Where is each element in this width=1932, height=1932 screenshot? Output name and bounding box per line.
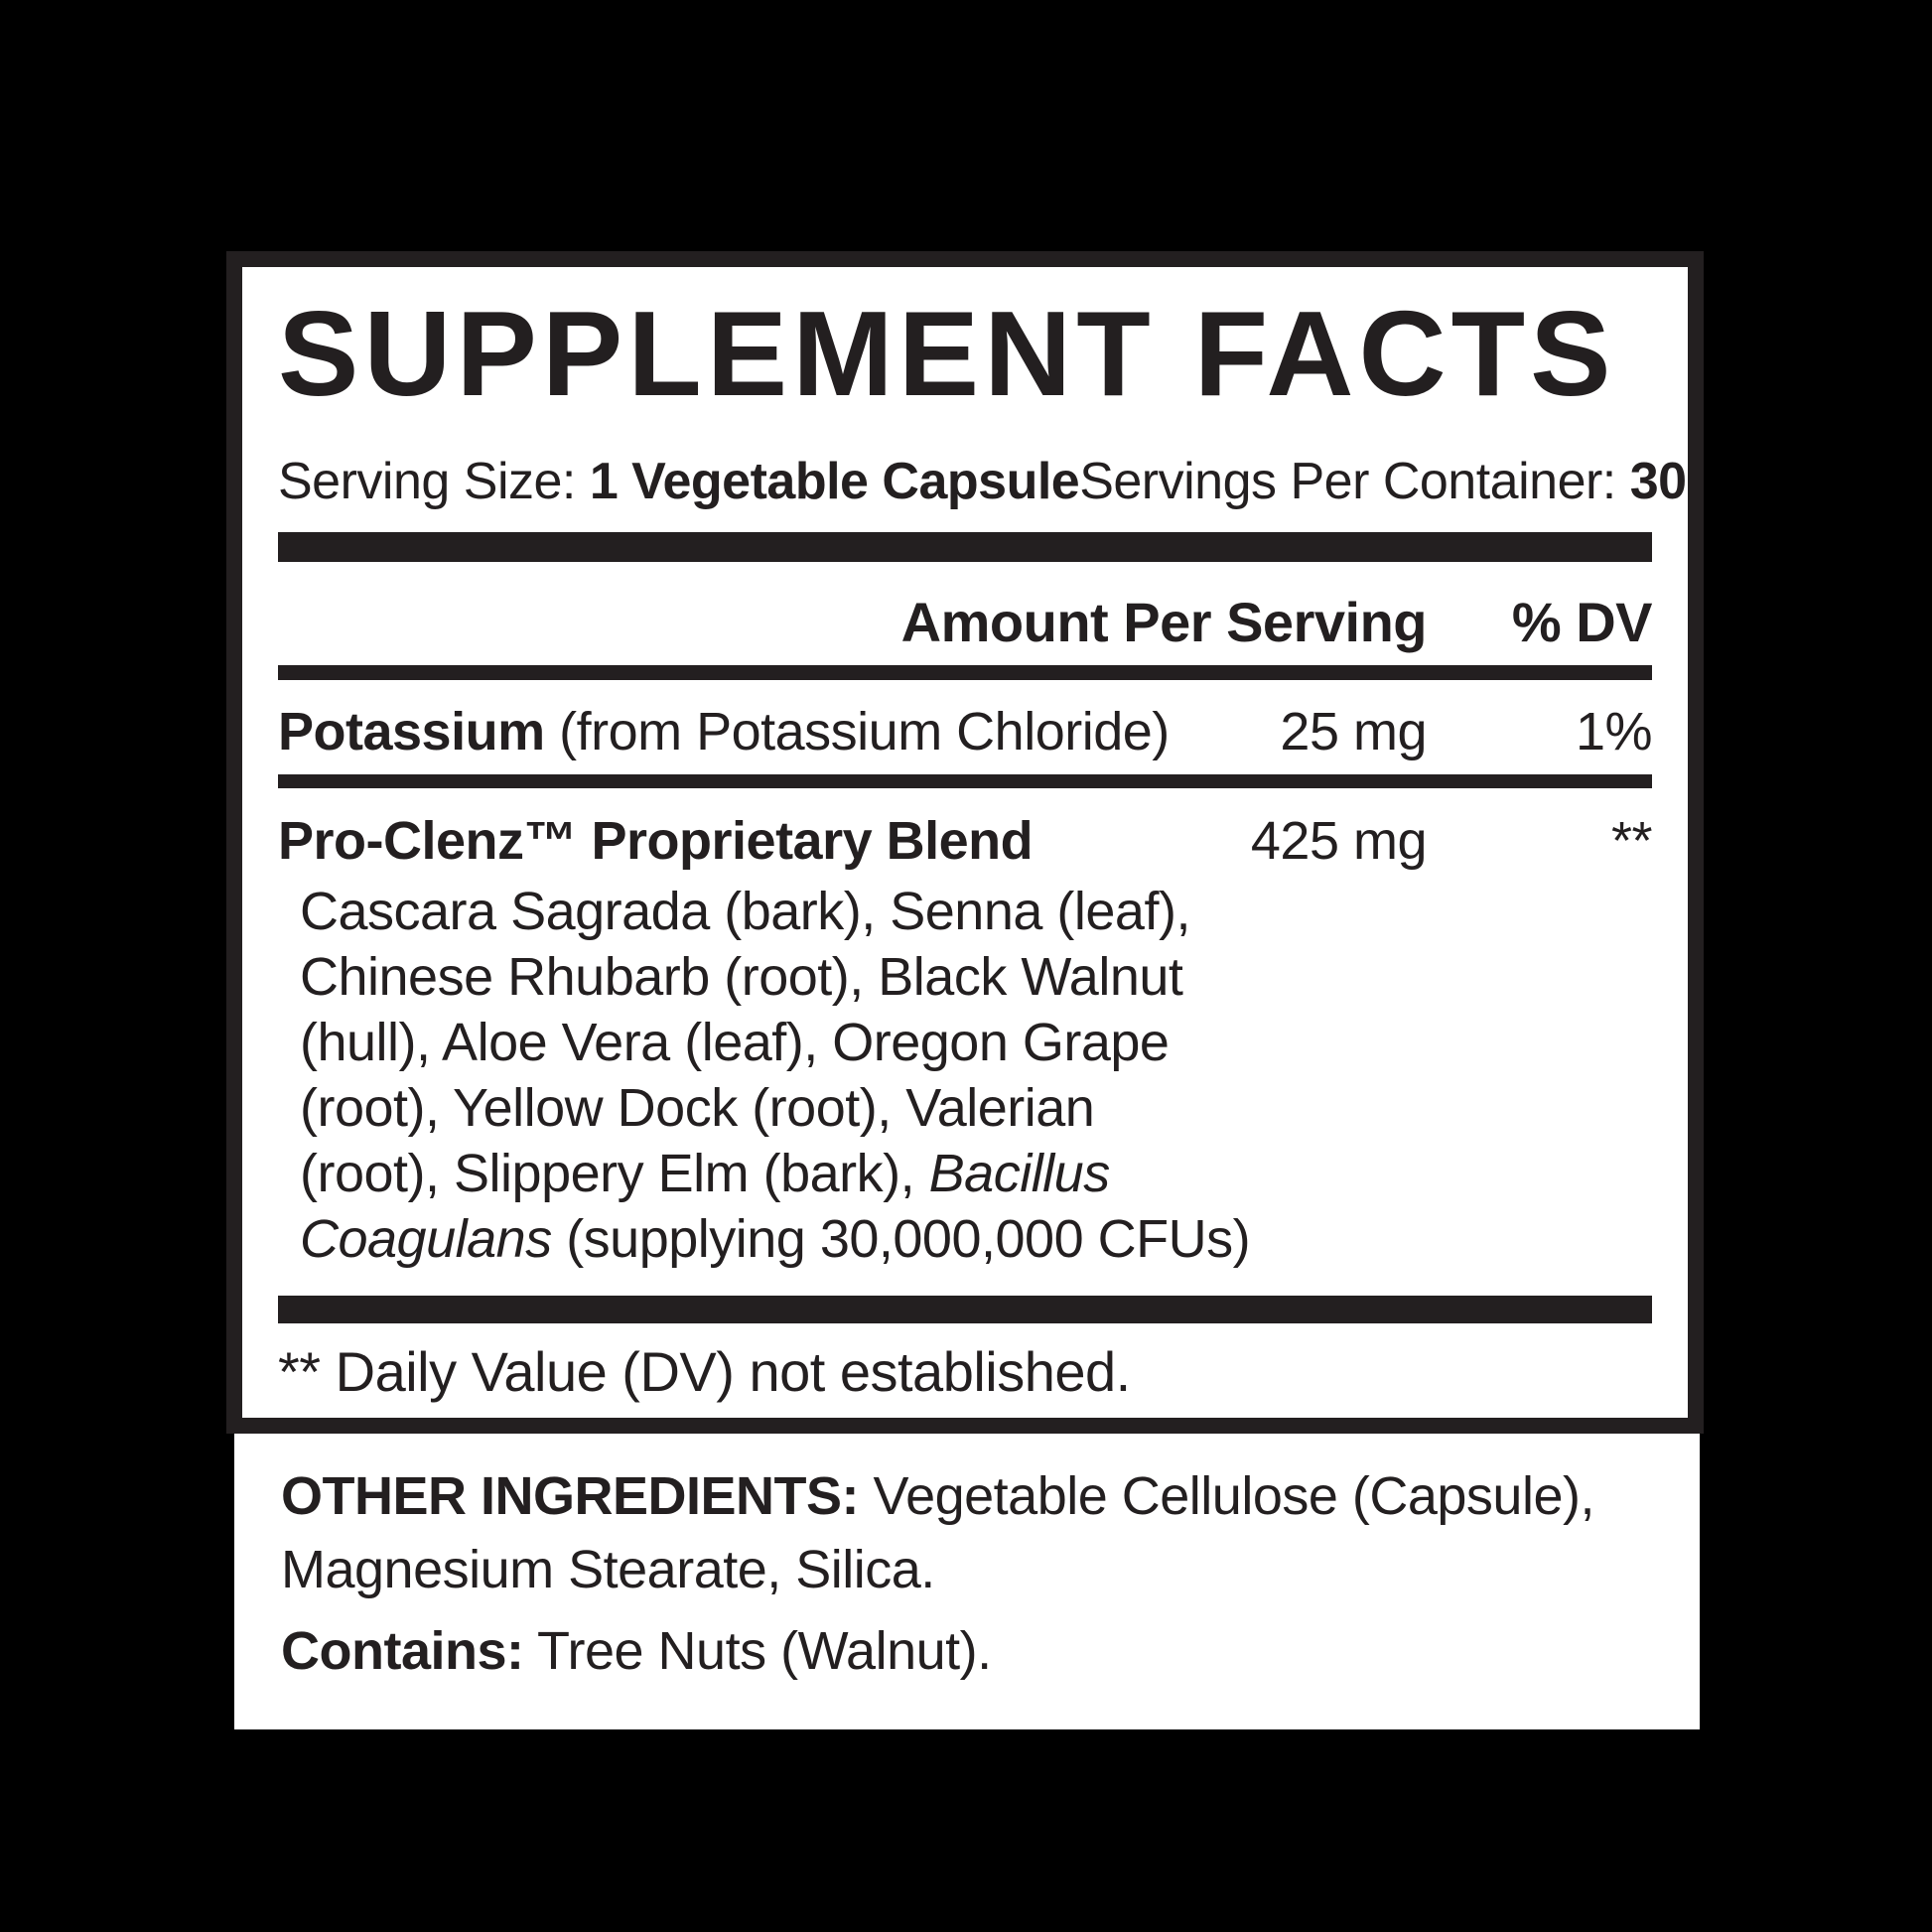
divider-bar-thick-top xyxy=(278,532,1652,562)
supplement-facts-box xyxy=(226,251,1704,1434)
percent-dv-header: % DV xyxy=(1511,591,1652,653)
ingredient-line-6 xyxy=(300,1206,1652,1272)
blend-dv: ** xyxy=(1610,811,1652,871)
nutrient-name-bold: Potassium xyxy=(278,702,545,761)
nutrient-row-blend xyxy=(278,809,1652,874)
ingredient-line-4: (root), Yellow Dock (root), Valerian xyxy=(300,1078,1095,1138)
contains-list: Tree Nuts (Walnut). xyxy=(523,1621,992,1681)
amount-per-serving-header: Amount Per Serving xyxy=(900,591,1427,653)
column-header-row xyxy=(278,589,1652,655)
facts-title: SUPPLEMENT FACTS xyxy=(278,286,1616,421)
serving-size-value: 1 Vegetable Capsule xyxy=(589,453,1080,510)
serving-size-row xyxy=(278,450,1687,514)
nutrient-row-potassium xyxy=(278,700,1652,764)
blend-name xyxy=(278,811,1033,871)
ingredient-line-6-text: (supplying 30,000,000 CFUs) xyxy=(551,1209,1251,1269)
contains-label: Contains: xyxy=(281,1621,524,1681)
blend-name-bold: Pro-Clenz™ Proprietary Blend xyxy=(278,811,1034,871)
servings-per-container-value: 30 xyxy=(1629,453,1687,510)
serving-size-label: Serving Size: xyxy=(278,453,590,510)
other-ingredients-panel xyxy=(234,1434,1700,1729)
ingredient-line-2: Chinese Rhubarb (root), Black Walnut xyxy=(300,947,1183,1007)
divider-bar-potassium xyxy=(278,774,1652,788)
nutrient-name xyxy=(278,702,1170,761)
ingredient-line-1: Cascara Sagrada (bark), Senna (leaf), xyxy=(300,882,1190,941)
nutrient-dv: 1% xyxy=(1575,702,1652,761)
contains-text xyxy=(281,1614,1656,1688)
ingredient-line-5-italic: Bacillus xyxy=(928,1144,1110,1203)
nutrient-name-rest: (from Potassium Chloride) xyxy=(544,702,1170,761)
ingredient-line-3: (hull), Aloe Vera (leaf), Oregon Grape xyxy=(300,1013,1170,1072)
other-ingredients-label: OTHER INGREDIENTS: xyxy=(281,1466,860,1526)
ingredient-line-5-text: (root), Slippery Elm (bark), xyxy=(300,1144,929,1203)
other-ingredients-text xyxy=(281,1459,1656,1606)
serving-size xyxy=(278,450,1079,514)
blend-ingredients xyxy=(278,879,1652,1272)
blend-amount: 425 mg xyxy=(1250,811,1427,871)
servings-per-container xyxy=(1079,450,1686,514)
ingredient-line-6-italic: Coagulans xyxy=(300,1209,552,1269)
divider-bar-thick-bottom xyxy=(278,1296,1652,1323)
dv-footnote: ** Daily Value (DV) not established. xyxy=(278,1340,1131,1403)
servings-per-container-label: Servings Per Container: xyxy=(1079,453,1630,510)
ingredient-line-5 xyxy=(300,1141,1652,1206)
divider-bar-header xyxy=(278,665,1652,680)
nutrient-amount: 25 mg xyxy=(1280,702,1427,761)
other-ingredients-list: Vegetable Cellulose (Capsule), Magnesium Stearate, Silica. xyxy=(281,1466,1594,1599)
